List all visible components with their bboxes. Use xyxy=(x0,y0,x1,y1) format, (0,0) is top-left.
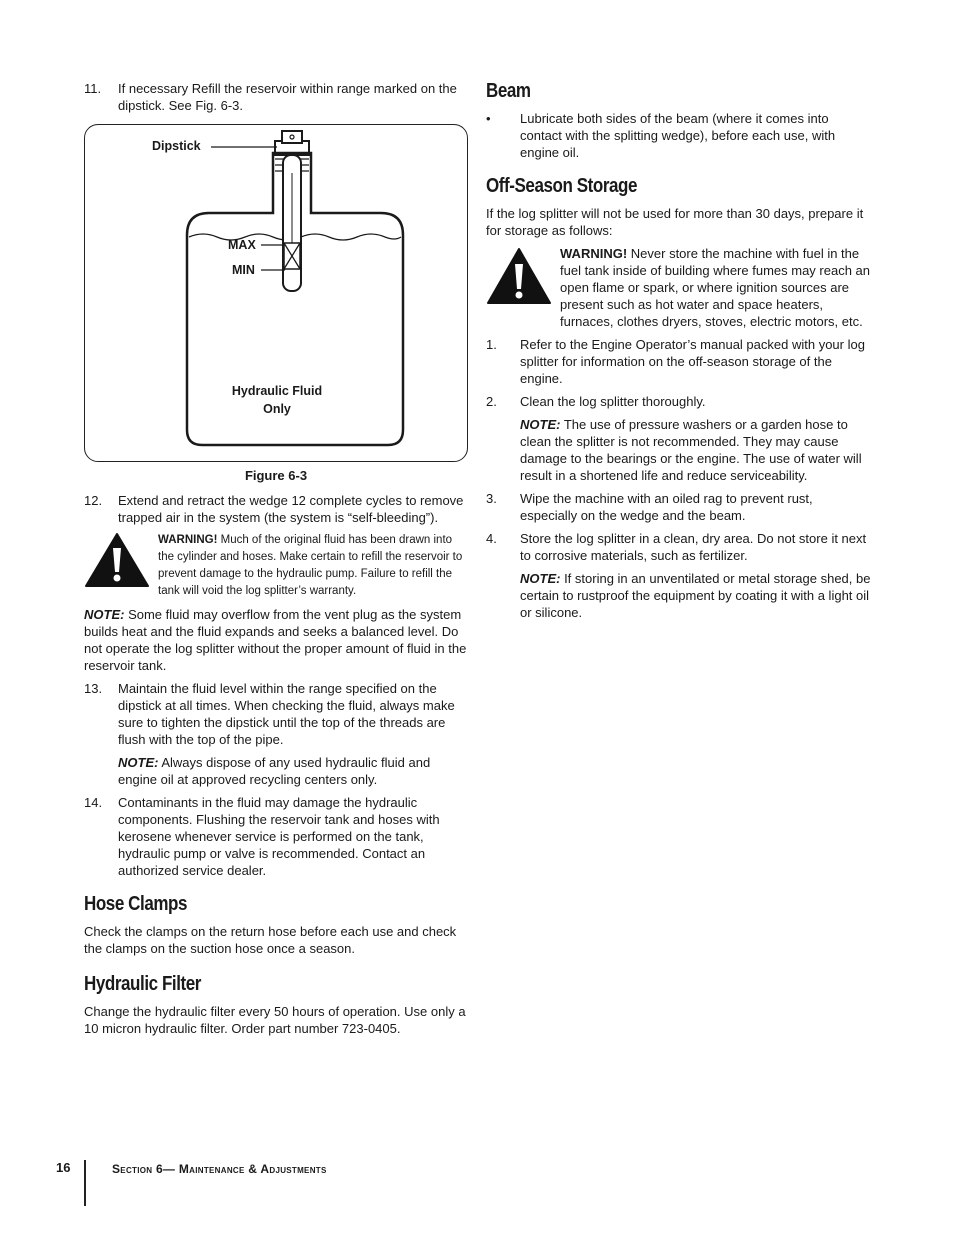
step-11 xyxy=(84,80,468,114)
step-number: 1. xyxy=(486,337,497,352)
step-number: 2. xyxy=(486,394,497,409)
step-text: Clean the log splitter thoroughly. xyxy=(520,394,706,409)
fluid-label-line1: Hydraulic Fluid xyxy=(231,384,323,398)
hose-clamps-heading: Hose Clamps xyxy=(84,893,188,915)
note-paragraph xyxy=(520,570,872,621)
step-text: Maintain the fluid level within the range specified on the dipstick at all times. When checking the fluid, always make sure to tighten the dipstick until the top of the threads are flush with the top of the pipe. xyxy=(118,681,455,747)
storage-intro: If the log splitter will not be used for more than 30 days, prepare it for storage as follows: xyxy=(486,206,864,238)
max-label: MAX xyxy=(228,238,256,252)
warning-label: WARNING! xyxy=(158,534,218,546)
off-season-storage-heading: Off-Season Storage xyxy=(486,175,638,197)
beam-text: Lubricate both sides of the beam (where it comes into contact with the splitting wedge), before each use, with engine oil. xyxy=(520,111,836,160)
warning-body: Never store the machine with fuel in the fuel tank inside of building where fumes may reach an open flame or spark, or where ignition sources are present such as hot water and space heaters, furnaces, clothes dryers, stoves, electric motors, etc. xyxy=(560,246,871,329)
note-paragraph xyxy=(520,416,872,484)
storage-step-3 xyxy=(486,490,872,524)
footer-divider xyxy=(84,1160,86,1206)
step-number: 14. xyxy=(84,795,103,810)
note-paragraph xyxy=(118,754,468,788)
note-label: NOTE: xyxy=(520,417,561,432)
storage-step-2 xyxy=(486,393,872,410)
step-number: 11. xyxy=(84,81,102,96)
storage-warning-block xyxy=(486,245,872,330)
step-number: 3. xyxy=(486,491,497,506)
warning-body: Much of the original fluid has been drawn into the cylinder and hoses. Make certain to refill the reservoir to prevent damage to the hydraulic pump. Failure to refill the tank will void the log splitter’s warranty. xyxy=(158,534,463,597)
note-text: Some fluid may overflow from the vent plug as the system builds heat and the fluid expands and seeks a balanced level. Do not operate the log splitter without the proper amount of fluid in the reservoir tank. xyxy=(84,607,467,673)
warning-triangle-icon xyxy=(486,247,552,305)
step-text: Extend and retract the wedge 12 complete cycles to remove trapped air in the system (the system is “self-bleeding”). xyxy=(118,493,464,525)
note-paragraph xyxy=(84,606,468,674)
page-number: 16 xyxy=(56,1160,71,1175)
step-number: 4. xyxy=(486,531,497,546)
hydraulic-filter-heading: Hydraulic Filter xyxy=(84,973,201,995)
step-13 xyxy=(84,680,468,748)
note-text: If storing in an unventilated or metal storage shed, be certain to rustproof the equipment by coating it with a light oil or silicone. xyxy=(520,571,871,620)
storage-step-1 xyxy=(486,336,872,387)
note-text: Always dispose of any used hydraulic fluid and engine oil at approved recycling centers only. xyxy=(118,755,431,787)
step-14 xyxy=(84,794,468,879)
warning-block xyxy=(84,532,468,600)
beam-bullet-item xyxy=(486,110,872,161)
dipstick-label: Dipstick xyxy=(152,139,201,153)
note-text: The use of pressure washers or a garden hose to clean the splitter is not recommended. They may cause damage to the bearings or the engine. The use of water will result in a shortened life and reduce serviceability. xyxy=(520,417,862,483)
right-column xyxy=(486,80,872,627)
min-label: MIN xyxy=(232,263,255,277)
section-title: Section 6— Maintenance & Adjustments xyxy=(112,1162,327,1176)
fluid-label-line2: Only xyxy=(263,402,291,416)
warning-text xyxy=(158,532,468,600)
step-text: If necessary Refill the reservoir within range marked on the dipstick. See Fig. 6-3. xyxy=(118,81,457,113)
bullet-marker: • xyxy=(486,111,491,126)
note-label: NOTE: xyxy=(520,571,561,586)
step-text: Store the log splitter in a clean, dry area. Do not store it next to corrosive materials, such as fertilizer. xyxy=(520,531,867,563)
figure-caption: Figure 6-3 xyxy=(244,468,308,483)
storage-step-4 xyxy=(486,530,872,564)
step-text: Contaminants in the fluid may damage the hydraulic components. Flushing the reservoir tank and hoses with kerosene whenever service is performed on the tank, hydraulic pump or valve is recommended. Contact an authorized service dealer. xyxy=(118,795,440,878)
note-label: NOTE: xyxy=(84,607,125,622)
step-text: Wipe the machine with an oiled rag to prevent rust, especially on the wedge and the beam. xyxy=(520,491,813,523)
step-number: 13. xyxy=(84,681,103,696)
step-12 xyxy=(84,492,468,526)
hydraulic-filter-text: Change the hydraulic filter every 50 hours of operation. Use only a 10 micron hydraulic filter. Order part number 723-0405. xyxy=(84,1004,466,1036)
warning-triangle-icon xyxy=(84,532,150,588)
storage-warning-text xyxy=(560,245,872,330)
beam-heading: Beam xyxy=(486,80,531,102)
step-text: Refer to the Engine Operator’s manual packed with your log splitter for information on the off-season storage of the engine. xyxy=(520,337,865,386)
warning-label: WARNING! xyxy=(560,246,628,261)
hose-clamps-text: Check the clamps on the return hose before each use and check the clamps on the suction hose once a season. xyxy=(84,924,457,956)
figure-6-3 xyxy=(84,124,468,462)
left-column xyxy=(84,80,468,1037)
step-number: 12. xyxy=(84,493,103,508)
note-label: NOTE: xyxy=(118,755,159,770)
